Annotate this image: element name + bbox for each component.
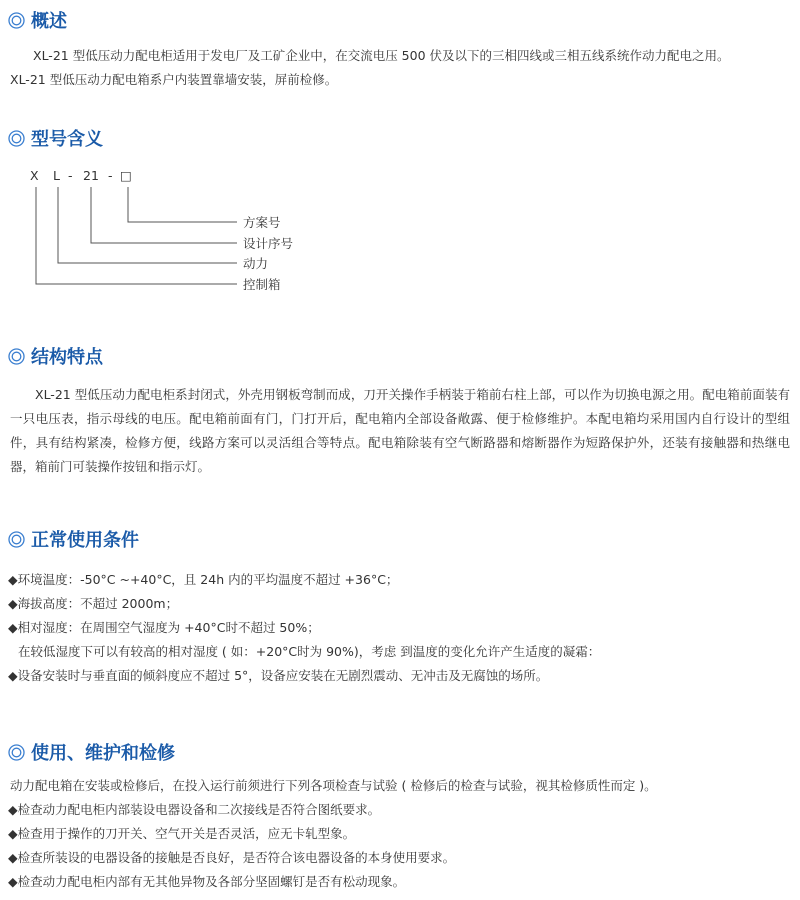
maintenance-item: ◆检查动力配电柜内部有无其他异物及各部分坚固螺钉是否有松动现象。 (8, 874, 406, 889)
label-control-box: 控制箱 (243, 277, 281, 292)
maintenance-intro: 动力配电箱在安装或检修后，在投入运行前须进行下列各项检查与试验 ( 检修后的检查与试验，视其检修质性而定 )。 (10, 778, 657, 793)
section-title: 正常使用条件 (31, 530, 139, 551)
label-design-serial: 设计序号 (243, 236, 294, 251)
condition-installation: ◆设备安装时与垂直面的倾斜度应不超过 5°，设备应安装在无剧烈震动、无冲击及无腐蚀的场所。 (8, 668, 549, 683)
structure-paragraph: XL-21 型低压动力配电柜系封闭式，外壳用钢板弯制而成，刀开关操作手柄装于箱前右柱上部，可以作为切换电源之用。配电箱前面装有一只电压表，指示母线的电压。配电箱前面有门，门打开后，配电箱内全部设备敞露、便于检修维护。本配电箱均采用国内自行设计的型组件，具有结构紧凑，检修方便，线路方案可以灵活组合等特点。配电箱除装有空气断路器和熔断器作为短路保护外，还装有接触器和热继电器，箱前门可装操作按钮和指示灯。 (10, 387, 790, 474)
section-heading-conditions (8, 526, 139, 552)
condition-temperature: ◆环境温度：-50°C ~+40°C，且 24h 内的平均温度不超过 +36°C； (8, 572, 399, 587)
model-code-diagram (0, 160, 400, 300)
double-circle-icon (8, 12, 25, 29)
condition-humidity: ◆相对湿度：在周围空气湿度为 +40°C时不超过 50%； (8, 620, 320, 635)
section-heading-model (8, 125, 103, 151)
code-dash-1: - (68, 168, 73, 183)
section-title: 使用、维护和检修 (31, 743, 175, 764)
code-dash-2: - (108, 168, 113, 183)
code-char-21: 21 (83, 168, 99, 183)
code-char-x: X (30, 168, 39, 183)
maintenance-item: ◆检查动力配电柜内部装设电器设备和二次接线是否符合图纸要求。 (8, 802, 381, 817)
label-scheme-number: 方案号 (243, 215, 281, 230)
double-circle-icon (8, 348, 25, 365)
overview-line-2: XL-21 型低压动力配电箱系户内装置靠墙安装，屏前检修。 (10, 72, 338, 87)
condition-altitude: ◆海拔高度：不超过 2000m； (8, 596, 179, 611)
section-heading-overview (8, 7, 67, 33)
condition-humidity-note: 在较低湿度下可以有较高的相对湿度 ( 如：+20°C时为 90%)，考虑 到温度的变化允许产生适度的凝霜： (10, 644, 601, 659)
maintenance-item: ◆检查所装设的电器设备的接触是否良好，是否符合该电器设备的本身使用要求。 (8, 850, 456, 865)
double-circle-icon (8, 744, 25, 761)
double-circle-icon (8, 130, 25, 147)
label-power: 动力 (243, 256, 269, 271)
overview-line-1: XL-21 型低压动力配电柜适用于发电厂及工矿企业中，在交流电压 500 伏及以下的三相四线或三相五线系统作动力配电之用。 (33, 48, 730, 63)
section-heading-maintenance (8, 739, 175, 765)
code-char-box: □ (120, 168, 132, 183)
section-heading-structure (8, 343, 103, 369)
section-title: 结构特点 (31, 347, 103, 368)
code-char-l: L (53, 168, 60, 183)
double-circle-icon (8, 531, 25, 548)
section-title: 型号含义 (31, 129, 103, 150)
section-title: 概述 (31, 11, 67, 32)
bracket-lines (36, 187, 237, 284)
maintenance-item: ◆检查用于操作的刀开关、空气开关是否灵活，应无卡轧型象。 (8, 826, 356, 841)
